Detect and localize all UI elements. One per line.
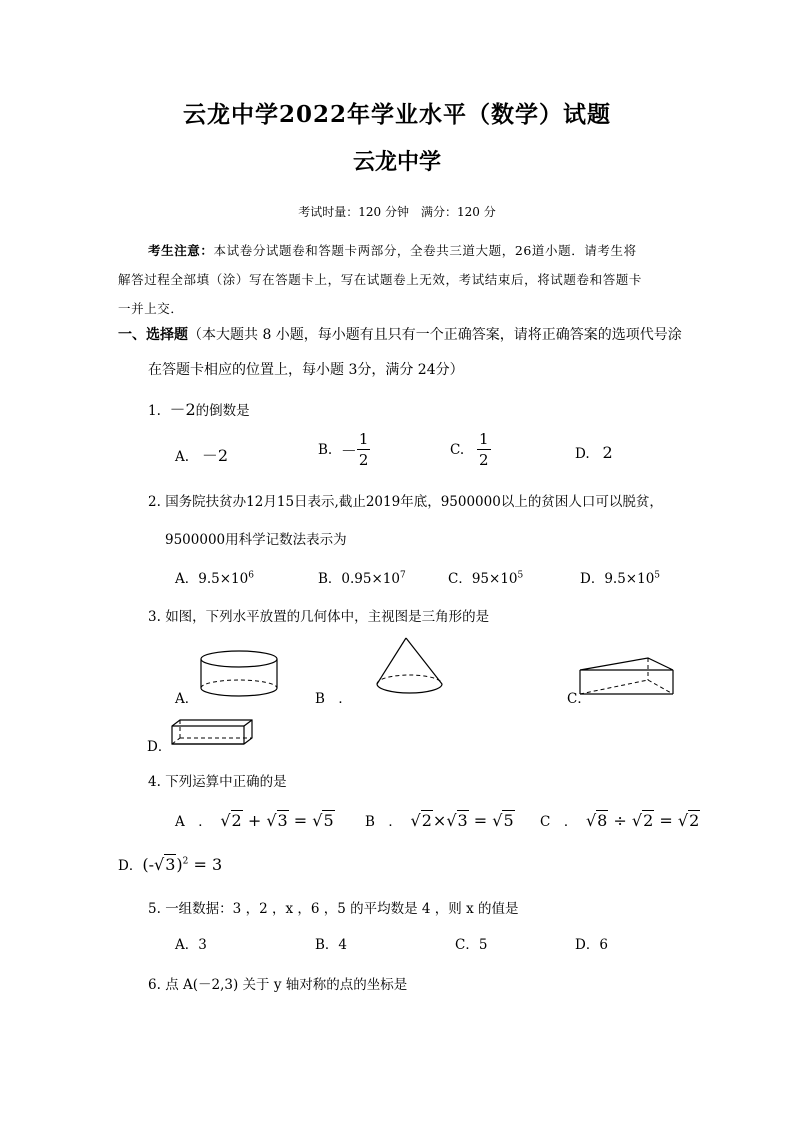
q4-stem: 4. 下列运算中正确的是: [148, 774, 287, 790]
q2-option-a: A．$9.5\times 10^6$: [175, 570, 254, 587]
q2-option-c: C．$95\times 10^5$: [448, 570, 524, 587]
cylinder-figure: [198, 650, 282, 700]
q1-option-c: C. $\frac{1}{2}$: [450, 430, 489, 469]
section-1-desc: 在答题卡相应的位置上，每小题 3分，满分 24分）: [148, 362, 464, 378]
notice-line-1: 考生注意：本试卷分试题卷和答题卡两部分，全卷共三道大题，26道小题．请考生将: [148, 243, 637, 258]
q4-option-d: D．$(-√3)^2 = 3$: [118, 855, 223, 874]
q2-stem-line-1: 2. 国务院扶贫办12月15日表示,截止2019年底，9500000以上的贫困人口可以脱贫，: [148, 494, 663, 510]
q3-stem: 3. 如图，下列水平放置的几何体中，主视图是三角形的是: [148, 609, 490, 625]
q3-option-d-label: D．: [147, 739, 172, 755]
q1-option-a: A. －2: [175, 446, 229, 465]
q5-option-b: B．4: [315, 937, 348, 953]
q3-option-c-label: C．: [567, 691, 591, 707]
notice-line-2: 解答过程全部填（涂）写在答题卡上，写在试题卷上无效，考试结束后，将试题卷和答题卡: [118, 272, 643, 287]
q2-option-d: D．$9.5\times 10^5$: [580, 570, 661, 587]
q4-option-c: C ． √8 ÷ √2 = √2: [540, 811, 700, 830]
rectangular-prism-figure: [168, 718, 256, 748]
q2-stem-line-2: 9500000用科学记数法表示为: [165, 532, 347, 548]
q4-option-a: A ． √2 + √3 = √5: [175, 811, 334, 830]
q5-option-c: C．5: [455, 937, 488, 953]
school-name: 云龙中学: [352, 149, 441, 175]
q4-option-b: B ． √2×√3 = √5: [365, 811, 514, 830]
triangular-prism-figure: [578, 656, 678, 698]
q3-option-a-label: A．: [175, 691, 199, 707]
q6-stem: 6. 点 A(－2,3) 关于 y 轴对称的点的坐标是: [148, 977, 408, 993]
page-title: 云龙中学2022年学业水平（数学）试题: [182, 101, 611, 128]
q5-option-a: A．3: [175, 937, 207, 953]
q1-option-b: B. － $\frac{1}{2}$: [318, 430, 369, 469]
q5-option-d: D．6: [575, 937, 608, 953]
notice-line-3: 一并上交．: [118, 301, 184, 316]
q5-stem: 5. 一组数据：3 ，2 ，x ，6 ，5 的平均数是 4 ，则 x 的值是: [148, 901, 519, 917]
q1-option-d: D. 2: [575, 443, 613, 462]
q1-stem: 1. －2的倒数是: [148, 400, 250, 419]
cone-figure: [374, 636, 446, 698]
q2-option-b: B．$0.95\times 10^7$: [318, 570, 406, 587]
notice-lead: 考生注意：: [148, 243, 214, 258]
exam-info: 考试时量：120 分钟 满分：120 分: [298, 205, 496, 219]
q3-option-b-label: B ．: [315, 691, 352, 707]
section-1-heading: 一、选择题（本大题共 8 小题，每小题有且只有一个正确答案，请将正确答案的选项代号涂: [118, 327, 682, 343]
